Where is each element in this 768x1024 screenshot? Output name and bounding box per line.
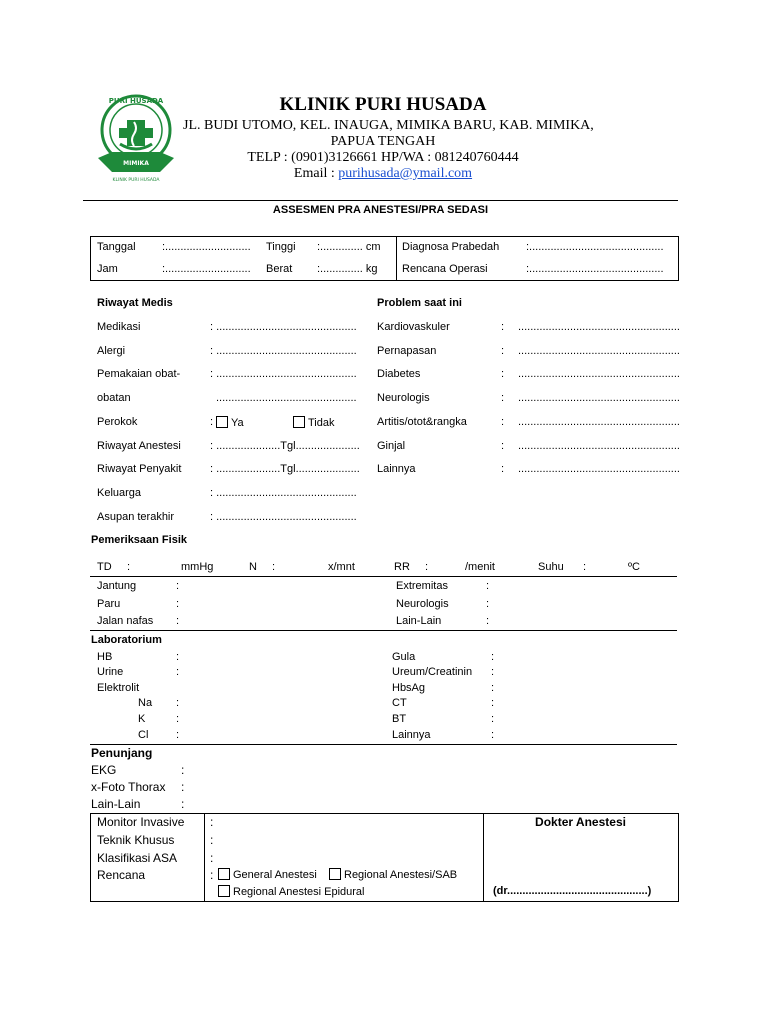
riwayat-penyakit-field[interactable]: : .....................Tgl..................... (210, 463, 360, 475)
gula-label: Gula (392, 651, 416, 663)
patient-info-divider (396, 236, 397, 280)
kardio-field[interactable]: ..................................................... (518, 321, 680, 333)
regional-epidural-option[interactable] (218, 885, 364, 898)
neurologis-label: Neurologis (377, 392, 430, 404)
form-title: ASSESMEN PRA ANESTESI/PRA SEDASI (272, 204, 489, 216)
neurologis-field[interactable]: ..................................................... (518, 392, 680, 404)
na-colon: : (176, 697, 180, 709)
medikasi-label: Medikasi (97, 321, 141, 333)
ureum-colon: : (491, 666, 495, 678)
logo-bottom-text: MIMIKA (123, 160, 149, 167)
rencana-operasi-field[interactable]: :............................................ (526, 263, 664, 275)
td-label: TD (97, 561, 112, 573)
tanggal-field[interactable]: :............................ (162, 241, 251, 253)
lab-lainnya-colon: : (491, 729, 495, 741)
rencana-operasi-label: Rencana Operasi (402, 263, 488, 275)
ginjal-label: Ginjal (377, 440, 406, 452)
keluarga-label: Keluarga (97, 487, 142, 499)
ginjal-field[interactable]: ..................................................... (518, 440, 680, 452)
phone-line: TELP : (0901)3126661 HP/WA : 081240760444 (247, 150, 519, 165)
ureum-label: Ureum/Creatinin (392, 666, 473, 678)
header-divider (83, 200, 678, 201)
diabetes-field[interactable]: ..................................................... (518, 368, 680, 380)
n-label: N (249, 561, 257, 573)
address-line-1: JL. BUDI UTOMO, KEL. INAUGA, MIMIKA BARU, KAB. MIMIKA, (183, 118, 594, 133)
pf-lain-lain-colon: : (486, 615, 490, 627)
diagnosa-label: Diagnosa Prabedah (402, 241, 500, 253)
artritis-label: Artitis/otot&rangka (377, 416, 467, 428)
riwayat-penyakit-label: Riwayat Penyakit (97, 463, 182, 475)
teknik-colon: : (210, 833, 214, 847)
diagnosa-field[interactable]: :............................................ (526, 241, 664, 253)
penunjang-lain-label: Lain-Lain (91, 797, 141, 811)
tidak-checkbox[interactable] (293, 416, 305, 428)
mmhg-unit: mmHg (181, 561, 214, 573)
k-colon: : (176, 713, 180, 725)
alergi-field[interactable]: : .............................................. (210, 345, 357, 357)
jalan-nafas-label: Jalan nafas (97, 615, 154, 627)
pf-neurologis-colon: : (486, 598, 490, 610)
email-label: Email : (293, 166, 339, 181)
ekg-label: EKG (91, 763, 117, 777)
lainnya-field[interactable]: ..................................................... (518, 463, 680, 475)
monitor-colon: : (210, 815, 214, 829)
gula-colon: : (491, 651, 495, 663)
logo-ribbon-text: KLINIK PURI HUSADA (112, 178, 160, 183)
neurologis-colon: : (501, 392, 505, 404)
asupan-label: Asupan terakhir (97, 511, 175, 523)
email-line (183, 166, 583, 182)
celsius-unit: ºC (628, 561, 640, 573)
dokter-signature-line[interactable]: (dr..............................................) (493, 885, 652, 897)
diabetes-colon: : (501, 368, 505, 380)
jam-label: Jam (97, 263, 118, 275)
jantung-colon: : (176, 580, 180, 592)
kardio-label: Kardiovaskuler (377, 321, 450, 333)
ginjal-colon: : (501, 440, 505, 452)
jam-field[interactable]: :............................ (162, 263, 251, 275)
teknik-label: Teknik Khusus (97, 833, 175, 847)
perokok-ya-option[interactable] (216, 416, 244, 429)
n-colon: : (272, 561, 276, 573)
general-anestesi-label: General Anestesi (233, 869, 317, 881)
pf-neurologis-label: Neurologis (396, 598, 449, 610)
jantung-label: Jantung (97, 580, 137, 592)
jalan-nafas-colon: : (176, 615, 180, 627)
xfoto-label: x-Foto Thorax (91, 780, 166, 794)
clinic-logo (94, 92, 178, 184)
anestesi-plan-divider-1 (204, 813, 205, 901)
penunjang-lain-colon: : (181, 797, 185, 811)
riwayat-anestesi-field[interactable]: : .....................Tgl..................... (210, 440, 360, 452)
ekg-colon: : (181, 763, 185, 777)
urine-colon: : (176, 666, 180, 678)
kardio-colon: : (501, 321, 505, 333)
klasifikasi-colon: : (210, 851, 214, 865)
pernapasan-label: Pernapasan (377, 345, 437, 357)
elektrolit-label: Elektrolit (97, 682, 140, 694)
lab-lainnya-label: Lainnya (392, 729, 431, 741)
paru-label: Paru (97, 598, 121, 610)
perokok-colon: : (210, 416, 214, 428)
riwayat-medis-heading: Riwayat Medis (97, 297, 173, 309)
vitals-underline (90, 576, 677, 577)
extremitas-colon: : (486, 580, 490, 592)
pf-lain-lain-label: Lain-Lain (396, 615, 442, 627)
laboratorium-heading: Laboratorium (91, 634, 162, 646)
xmnt-unit: x/mnt (328, 561, 355, 573)
berat-field[interactable]: :.............. kg (317, 263, 378, 275)
regional-sab-label: Regional Anestesi/SAB (344, 869, 458, 881)
asupan-field[interactable]: : .............................................. (210, 511, 357, 523)
laboratorium-bottom-line (90, 744, 677, 745)
cl-label: Cl (138, 729, 149, 741)
logo-top-text: PURI HUSADA (108, 97, 164, 105)
hb-colon: : (176, 651, 180, 663)
monitor-label: Monitor Invasive (97, 815, 185, 829)
lainnya-colon: : (501, 463, 505, 475)
k-label: K (138, 713, 146, 725)
bt-label: BT (392, 713, 407, 725)
artritis-field[interactable]: ..................................................... (518, 416, 680, 428)
urine-label: Urine (97, 666, 124, 678)
tidak-label: Tidak (308, 417, 335, 429)
pemakaian-field[interactable]: : .............................................. (210, 368, 357, 380)
perokok-tidak-option[interactable] (293, 416, 335, 429)
hb-label: HB (97, 651, 113, 663)
rr-colon: : (425, 561, 429, 573)
alergi-label: Alergi (97, 345, 126, 357)
xfoto-colon: : (181, 780, 185, 794)
pemeriksaan-bottom-line (90, 630, 677, 631)
general-anestesi-option[interactable] (218, 868, 317, 881)
suhu-label: Suhu (538, 561, 564, 573)
paru-colon: : (176, 598, 180, 610)
keluarga-field[interactable]: : .............................................. (210, 487, 357, 499)
suhu-colon: : (583, 561, 587, 573)
ya-label: Ya (231, 417, 244, 429)
bt-colon: : (491, 713, 495, 725)
tinggi-field[interactable]: :.............. cm (317, 241, 381, 253)
penunjang-heading: Penunjang (91, 746, 153, 760)
tinggi-label: Tinggi (266, 241, 296, 253)
riwayat-anestesi-label: Riwayat Anestesi (97, 440, 181, 452)
regional-epidural-checkbox[interactable] (218, 885, 230, 897)
dokter-anestesi-heading: Dokter Anestesi (535, 815, 626, 829)
pernapasan-field[interactable]: ..................................................... (518, 345, 680, 357)
diabetes-label: Diabetes (377, 368, 421, 380)
pemeriksaan-heading: Pemeriksaan Fisik (91, 534, 188, 546)
perokok-label: Perokok (97, 416, 138, 428)
problem-heading: Problem saat ini (377, 297, 462, 309)
obatan-field[interactable]: .............................................. (216, 392, 357, 404)
rencana-colon: : (210, 868, 214, 882)
obatan-label: obatan (97, 392, 131, 404)
na-label: Na (138, 697, 153, 709)
medikasi-field[interactable]: : .............................................. (210, 321, 357, 333)
address-line-2: PAPUA TENGAH (330, 134, 436, 149)
cl-colon: : (176, 729, 180, 741)
ya-checkbox[interactable] (216, 416, 228, 428)
email-link[interactable]: purihusada@ymail.com (338, 166, 473, 181)
td-colon: : (127, 561, 131, 573)
hbsag-colon: : (491, 682, 495, 694)
rr-label: RR (394, 561, 410, 573)
regional-epidural-label: Regional Anestesi Epidural (233, 886, 365, 898)
general-anestesi-checkbox[interactable] (218, 868, 230, 880)
artritis-colon: : (501, 416, 505, 428)
ct-label: CT (392, 697, 407, 709)
clinic-name: KLINIK PURI HUSADA (279, 94, 487, 115)
menit-unit: /menit (465, 561, 495, 573)
berat-label: Berat (266, 263, 293, 275)
ct-colon: : (491, 697, 495, 709)
tanggal-label: Tanggal (97, 241, 136, 253)
regional-sab-checkbox[interactable] (329, 868, 341, 880)
extremitas-label: Extremitas (396, 580, 448, 592)
rencana-label: Rencana (97, 868, 146, 882)
pernapasan-colon: : (501, 345, 505, 357)
klasifikasi-label: Klasifikasi ASA (97, 851, 178, 865)
hbsag-label: HbsAg (392, 682, 426, 694)
lainnya-label: Lainnya (377, 463, 416, 475)
regional-sab-option[interactable] (329, 868, 457, 881)
pemakaian-label: Pemakaian obat- (97, 368, 181, 380)
